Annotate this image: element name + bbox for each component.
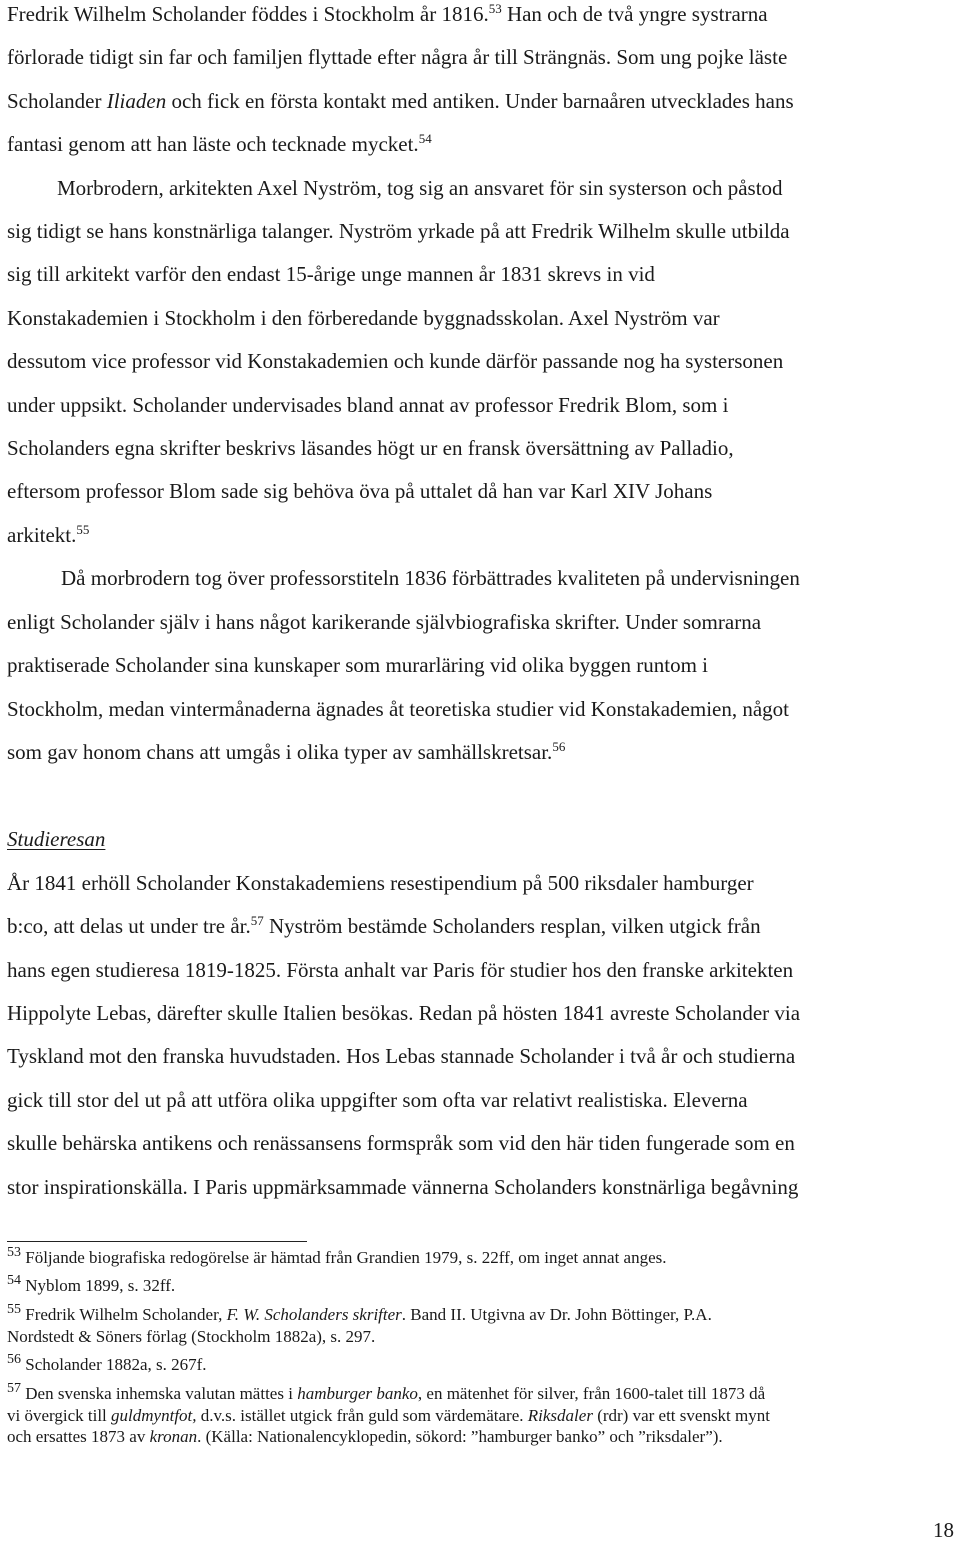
- text-line: skulle behärska antikens och renässansens formspråk som vid den här tiden fungerade som en: [7, 1131, 795, 1156]
- footnote-ref[interactable]: 54: [418, 131, 432, 147]
- spacer: [7, 774, 957, 818]
- text-line: Hippolyte Lebas, därefter skulle Italien besökas. Redan på hösten 1841 avreste Scholander via: [7, 1000, 801, 1025]
- footnote-56: $^{56}$ Scholander 1882a, s. 267f.: [7, 1352, 207, 1374]
- footnote-ref[interactable]: 56: [552, 738, 566, 754]
- document-page: [7, 0, 957, 1209]
- paragraph-4: [7, 862, 957, 1209]
- text-line: Stockholm, medan vintermånaderna ägnades åt teoretiska studier vid Konstakademien, något: [7, 696, 790, 721]
- text-line: förlorade tidigt sin far och familjen flyttade efter några år till Strängnäs. Som ung pojke läste: [7, 45, 788, 70]
- text-line: stor inspirationskälla. I Paris uppmärksammade vännerna Scholanders konstnärliga begåvning: [7, 1174, 799, 1199]
- text-line: sig tidigt se hans konstnärliga talanger. Nyström yrkade på att Fredrik Wilhelm skulle utbilda: [7, 219, 790, 244]
- text-line: Morbrodern, arkitekten Axel Nyström, tog sig an ansvaret för sin systerson och påstod: [57, 175, 783, 200]
- footnote-ref[interactable]: 55: [76, 521, 90, 537]
- footnote-separator: [7, 1241, 307, 1242]
- text-line: som gav honom chans att umgås i olika typer av samhällskretsar.$^{56}$: [7, 738, 566, 764]
- text-line: Konstakademien i Stockholm i den förberedande byggnadsskolan. Axel Nyström var: [7, 305, 720, 330]
- page-number: 18: [933, 1518, 954, 1542]
- footnote-54: $^{54}$ Nyblom 1899, s. 32ff.: [7, 1273, 176, 1295]
- footnotes: [7, 1245, 952, 1448]
- text-line: sig till arkitekt varför den endast 15-årige unge mannen år 1831 skrevs in vid: [7, 262, 655, 287]
- text-line: eftersom professor Blom sade sig behöva öva på uttalet då han var Karl XIV Johans: [7, 479, 713, 504]
- footnote-57: $^{57}$ Den svenska inhemska valutan mättes i hamburger banko, en mätenhet för silver, från 1600-talet till 1873 då vi övergick till guldmyntfot, d.v.s. istället utgick från guld som värdemätare. Riksdaler (rdr) var ett svenskt mynt och ersattes 1873 av kronan. (Källa: Nationalencyklopedin, sökord: ”hamburger banko” och ”riksdaler”).: [7, 1381, 770, 1446]
- footnote-number: 53: [7, 1245, 21, 1260]
- paragraph-3: [7, 557, 957, 774]
- footnote-53: $^{53}$ Följande biografiska redogörelse är hämtad från Grandien 1979, s. 22ff, om inget annat anges.: [7, 1245, 667, 1267]
- section-heading: Studieresan: [7, 827, 106, 852]
- text-line: fantasi genom att han läste och tecknade mycket.$^{54}$: [7, 131, 432, 157]
- footnote-number: 57: [7, 1381, 21, 1396]
- text-line: Tyskland mot den franska huvudstaden. Hos Lebas stannade Scholander i två år och studierna: [7, 1044, 796, 1069]
- footnote-number: 55: [7, 1302, 21, 1317]
- text-line: Då morbrodern tog över professorstiteln 1836 förbättrades kvaliteten på undervisningen: [61, 566, 800, 591]
- footnote-number: 56: [7, 1352, 21, 1367]
- text-line: b:co, att delas ut under tre år.$^{57}$ Nyström bestämde Scholanders resplan, vilken utgick från: [7, 913, 761, 939]
- paragraph-2: [7, 167, 957, 558]
- book-title: Iliaden: [106, 88, 167, 113]
- text-line: hans egen studieresa 1819-1825. Första anhalt var Paris för studier hos den franske arkitekten: [7, 957, 794, 982]
- text-line: Scholanders egna skrifter beskrivs läsandes högt ur en fransk översättning av Palladio,: [7, 436, 734, 461]
- text-line: År 1841 erhöll Scholander Konstakademiens resestipendium på 500 riksdaler hamburger: [7, 870, 754, 895]
- text-line: gick till stor del ut på att utföra olika uppgifter som ofta var relativt realistiska. Eleverna: [7, 1087, 748, 1112]
- paragraph-1: [7, 0, 957, 167]
- text-line: dessutom vice professor vid Konstakademien och kunde därför passande nog ha systersonen: [7, 349, 784, 374]
- footnote-number: 54: [7, 1273, 21, 1288]
- text-line: under uppsikt. Scholander undervisades bland annat av professor Fredrik Blom, som i: [7, 392, 729, 417]
- text-line: enligt Scholander själv i hans något karikerande självbiografiska skrifter. Under somrarna: [7, 609, 762, 634]
- footnote-55: $^{55}$ Fredrik Wilhelm Scholander, F. W. Scholanders skrifter. Band II. Utgivna av Dr. John Böttinger, P.A. Nordstedt & Söners förlag (Stockholm 1882a), s. 297.: [7, 1302, 712, 1346]
- text-line: Fredrik Wilhelm Scholander föddes i Stockholm år 1816.53 Han och de två yngre systrarna: [7, 1, 768, 26]
- footnote-ref[interactable]: 53: [488, 1, 502, 16]
- text-line: arkitekt.$^{55}$: [7, 521, 90, 547]
- text-line: praktiserade Scholander sina kunskaper som murarläring vid olika byggen runtom i: [7, 653, 708, 678]
- footnote-ref[interactable]: 57: [250, 913, 264, 929]
- text-line: Scholander Iliaden och fick en första kontakt med antiken. Under barnaåren utvecklades hans: [7, 88, 794, 113]
